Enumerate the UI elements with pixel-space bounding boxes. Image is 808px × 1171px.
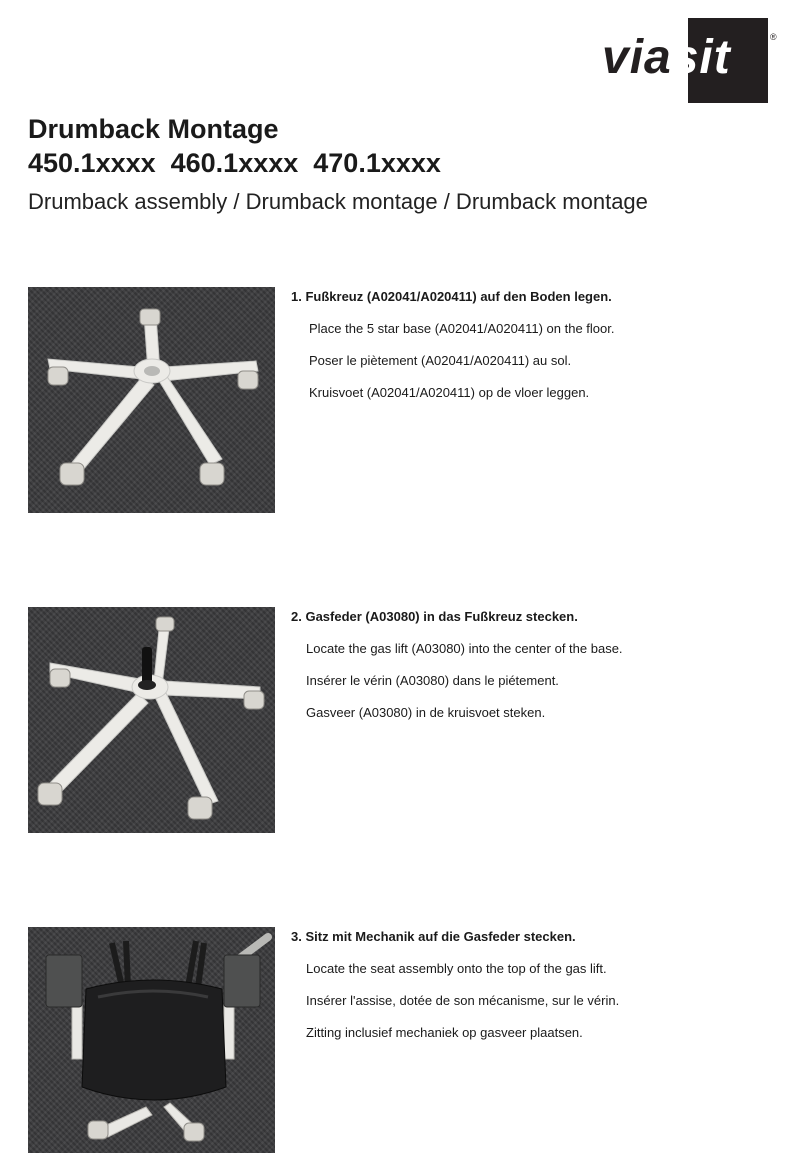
step3-heading: 3. Sitz mit Mechanik auf die Gasfeder stecken. [291, 929, 576, 944]
step3-dutch: Zitting inclusief mechaniek op gasveer plaatsen. [306, 1025, 583, 1040]
viasit-logo [600, 18, 790, 104]
step1-dutch: Kruisvoet (A02041/A020411) op de vloer leggen. [309, 385, 590, 400]
page-title: Drumback Montage [28, 114, 279, 144]
step-2 [291, 609, 791, 737]
step-1 [291, 289, 791, 417]
gas-lift-illustration [28, 607, 275, 833]
step2-english: Locate the gas lift (A03080) into the center of the base. [306, 641, 623, 656]
registered-mark: ® [770, 32, 777, 42]
logo-text-via: via [602, 31, 672, 84]
step-3 [291, 929, 791, 1057]
step3-photo [28, 927, 275, 1153]
logo-wordmark [602, 30, 731, 86]
step3-french: Insérer l'assise, dotée de son mécanisme, sur le vérin. [306, 993, 620, 1008]
step2-dutch: Gasveer (A03080) in de kruisvoet steken. [306, 705, 546, 720]
seat-assembly-illustration [28, 927, 275, 1153]
star-base-illustration [28, 287, 275, 513]
step1-photo [28, 287, 275, 513]
model-numbers: 450.1xxxx 460.1xxxx 470.1xxxx [28, 148, 441, 178]
page-subtitle: Drumback assembly / Drumback montage / Drumback montage [28, 189, 648, 214]
step1-french: Poser le piètement (A02041/A020411) au sol. [309, 353, 572, 368]
step1-english: Place the 5 star base (A02041/A020411) on the floor. [309, 321, 615, 336]
logo-text-sit: sit [671, 31, 731, 84]
step1-heading: 1. Fußkreuz (A02041/A020411) auf den Boden legen. [291, 289, 612, 304]
step3-english: Locate the seat assembly onto the top of the gas lift. [306, 961, 607, 976]
step2-photo [28, 607, 275, 833]
step2-heading: 2. Gasfeder (A03080) in das Fußkreuz stecken. [291, 609, 578, 624]
step2-french: Insérer le vérin (A03080) dans le piétement. [306, 673, 559, 688]
